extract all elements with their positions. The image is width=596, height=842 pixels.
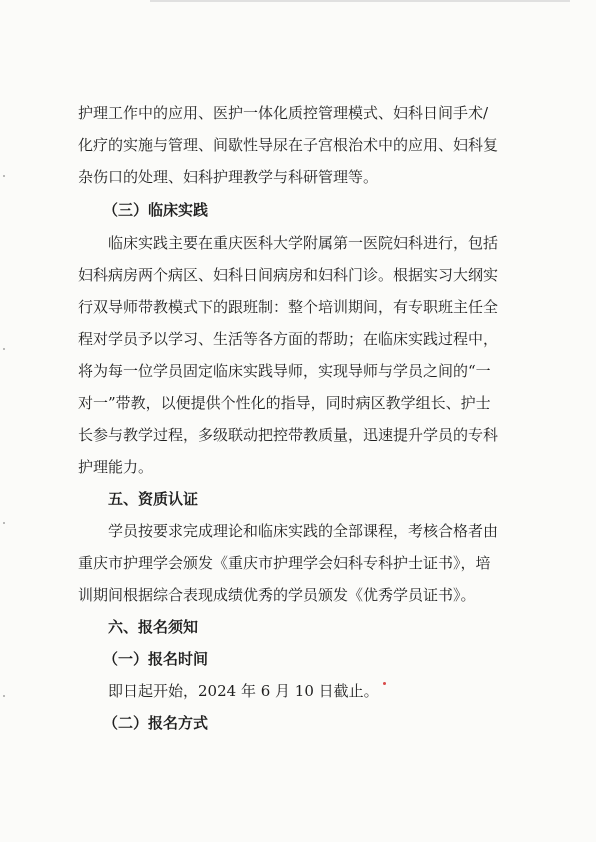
- paragraph-line: 学员按要求完成理论和临床实践的全部课程，考核合格者由: [108, 522, 499, 540]
- subsection-heading-registration-time: （一）报名时间: [103, 650, 209, 668]
- paragraph-line: 杂伤口的处理、妇科护理教学与科研管理等。: [78, 168, 379, 186]
- section-heading-qualification: 五、资质认证: [108, 490, 199, 508]
- scan-top-edge: [150, 0, 570, 2]
- red-ink-dot: [383, 682, 386, 685]
- paragraph-line: 护理能力。: [78, 458, 154, 476]
- paragraph-line: 行双导师带教模式下的跟班制：整个培训期间，有专职班主任全: [78, 298, 499, 316]
- paragraph-line: 重庆市护理学会颁发《重庆市护理学会妇科专科护士证书》，培: [78, 554, 491, 572]
- section-heading-clinical-practice: （三）临床实践: [103, 201, 209, 219]
- paragraph-line: 化疗的实施与管理、间歇性导尿在子宫根治术中的应用、妇科复: [78, 136, 499, 154]
- paragraph-line: 即日起开始，2024 年 6 月 10 日截止。: [108, 682, 379, 700]
- paragraph-line: 护理工作中的应用、医护一体化质控管理模式、妇科日间手术/: [78, 104, 489, 122]
- scan-mark: [3, 348, 5, 350]
- section-heading-registration: 六、报名须知: [108, 618, 199, 636]
- paragraph-line: 对一”带教，以便提供个性化的指导，同时病区教学组长、护士: [78, 394, 491, 412]
- paragraph-line: 妇科病房两个病区、妇科日间病房和妇科门诊。根据实习大纲实: [78, 266, 499, 284]
- scan-mark: [3, 695, 5, 697]
- scan-mark: [3, 522, 5, 524]
- paragraph-line: 将为每一位学员固定临床实践导师，实现导师与学员之间的“一: [78, 362, 491, 380]
- paragraph-line: 临床实践主要在重庆医科大学附属第一医院妇科进行，包括: [108, 234, 499, 252]
- paragraph-line: 程对学员予以学习、生活等各方面的帮助；在临床实践过程中，: [78, 330, 499, 348]
- subsection-heading-registration-method: （二）报名方式: [103, 714, 209, 732]
- scan-mark: [3, 175, 5, 177]
- paragraph-line: 长参与教学过程，多级联动把控带教质量，迅速提升学员的专科: [78, 426, 499, 444]
- paragraph-line: 训期间根据综合表现成绩优秀的学员颁发《优秀学员证书》。: [78, 586, 476, 604]
